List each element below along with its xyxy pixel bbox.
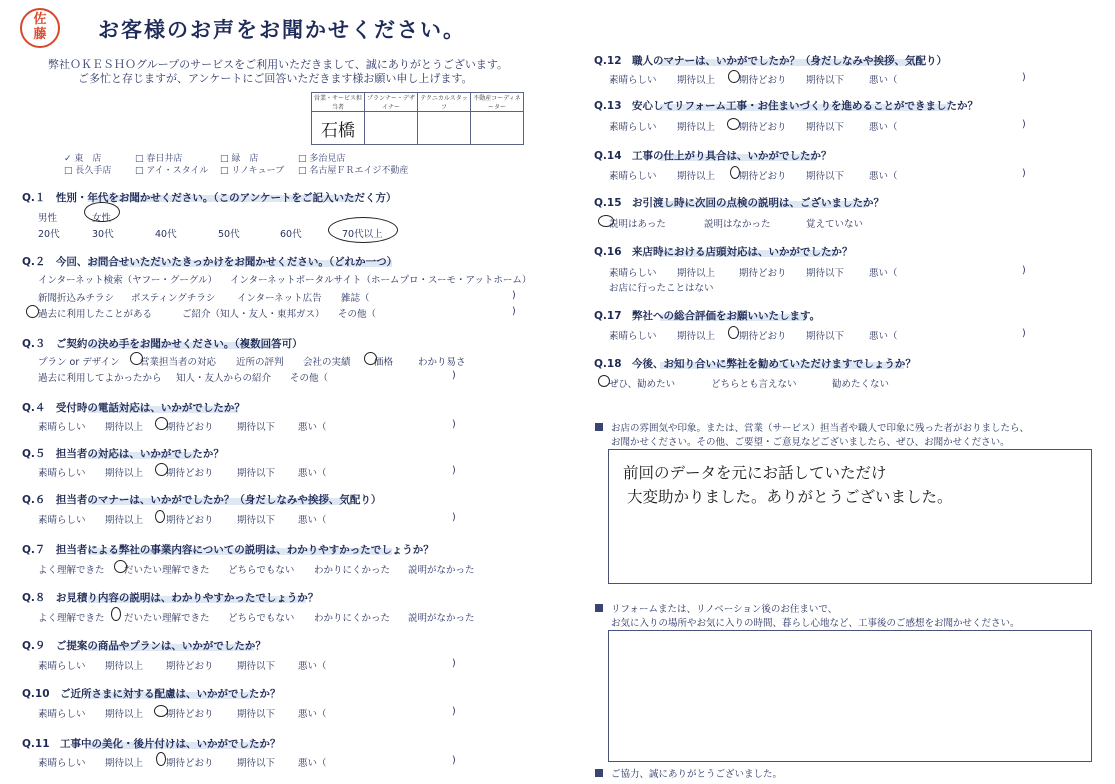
staff-tech-name <box>418 112 471 145</box>
q9-r5[interactable]: 悪い（ <box>298 661 327 672</box>
store-label-istyle: アイ・スタイル <box>146 166 209 176</box>
q4-r5[interactable]: 悪い（ <box>298 422 327 433</box>
q16-r4[interactable]: 期待以下 <box>806 268 845 279</box>
q3-opt-reputation[interactable]: 近所の評判 <box>236 357 284 368</box>
q1-age-60[interactable]: 60代 <box>280 229 302 240</box>
q11-question: Q.11 工事中の美化・後片付けは、いかがでしたか？ <box>22 738 281 750</box>
q13-r1[interactable]: 素晴らしい <box>609 122 657 133</box>
q13-close: ) <box>1022 119 1026 130</box>
q14-r4[interactable]: 期待以下 <box>806 171 845 182</box>
q9-r2[interactable]: 期待以上 <box>105 661 144 672</box>
q3-opt-plan[interactable]: プラン or デザイン <box>38 357 120 368</box>
q9-question: Q.９ ご提案の商品やプランは、いかがでしたか？ <box>22 640 266 652</box>
q5-r2[interactable]: 期待以上 <box>105 468 144 479</box>
footer-bullet <box>595 769 603 777</box>
q1-age-30[interactable]: 30代 <box>92 229 114 240</box>
q3-other-close: ) <box>452 370 456 381</box>
store-checkbox-fr-age[interactable]: □ 名古屋ＦＲエイジ不動産 <box>298 166 409 176</box>
staff-col-realestate: 不動産コーディネーター <box>471 93 524 112</box>
q10-r5[interactable]: 悪い（ <box>298 709 327 720</box>
q1-age-20[interactable]: 20代 <box>38 229 60 240</box>
q15-opt2[interactable]: 説明はなかった <box>704 219 771 230</box>
q16-r3[interactable]: 期待どおり <box>739 268 787 279</box>
comment2-prompt-1: リフォームまたは、リノベーション後のお住まいで、 <box>611 604 838 615</box>
q3-opt-price[interactable]: 価格 <box>374 357 394 368</box>
q6-r3-mark <box>155 510 165 523</box>
q11-r2[interactable]: 期待以上 <box>105 758 144 769</box>
staff-sales-name <box>312 112 365 145</box>
q5-r3[interactable]: 期待どおり <box>166 468 214 479</box>
q2-opt-newspaper[interactable]: 新聞折込みチラシ <box>38 293 115 304</box>
q15-opt3[interactable]: 覚えていない <box>806 219 864 230</box>
page-title: お客様のお声をお聞かせください。 <box>98 18 466 42</box>
store-label-midori: 緑 店 <box>231 154 259 164</box>
q10-r3-mark <box>154 705 168 717</box>
q3-opt-friend[interactable]: 知人・友人からの紹介 <box>176 373 272 384</box>
q9-r3[interactable]: 期待どおり <box>166 661 214 672</box>
q4-r3-mark <box>155 417 168 430</box>
q8-opt5[interactable]: 説明がなかった <box>408 613 475 624</box>
q7-opt4[interactable]: わかりにくかった <box>314 565 391 576</box>
q2-opt-other[interactable]: その他（ <box>338 309 377 320</box>
q13-r2[interactable]: 期待以上 <box>677 122 716 133</box>
q16-close: ) <box>1022 265 1026 276</box>
q17-r4[interactable]: 期待以下 <box>806 331 845 342</box>
q2-other-close: ) <box>512 306 516 317</box>
q16-r1[interactable]: 素晴らしい <box>609 268 657 279</box>
q7-opt3[interactable]: どちらでもない <box>228 565 295 576</box>
q6-close: ) <box>452 512 456 523</box>
q1-female-mark <box>84 202 120 222</box>
q9-r4[interactable]: 期待以下 <box>237 661 276 672</box>
store-checkbox-nagakute[interactable]: □ 長久手店 <box>64 166 112 176</box>
intro-line-2: ご多忙と存じますが、アンケートにご回答いただきます様お願い申し上げます。 <box>78 72 473 85</box>
comment2-bullet <box>595 604 603 612</box>
q16-r2[interactable]: 期待以上 <box>677 268 716 279</box>
q18-opt3[interactable]: 勧めたくない <box>832 379 890 390</box>
q6-r3[interactable]: 期待どおり <box>166 515 214 526</box>
q13-r4[interactable]: 期待以下 <box>806 122 845 133</box>
q3-opt-clarity[interactable]: わかり易さ <box>418 357 466 368</box>
store-checkbox-tajimi[interactable]: □ 多治見店 <box>298 154 346 164</box>
q18-opt1-mark <box>598 375 610 387</box>
q11-r5[interactable]: 悪い（ <box>298 758 327 769</box>
q8-opt3[interactable]: どちらでもない <box>228 613 295 624</box>
q1-age-50[interactable]: 50代 <box>218 229 240 240</box>
staff-col-planner: プランナー・デザイナー <box>365 93 418 112</box>
store-label-fr-age: 名古屋ＦＲエイジ不動産 <box>309 166 409 176</box>
staff-planner-name <box>365 112 418 145</box>
q7-opt5[interactable]: 説明がなかった <box>408 565 475 576</box>
q14-r1[interactable]: 素晴らしい <box>609 171 657 182</box>
store-checkbox-higashi[interactable]: ✓ 東 店 <box>64 154 102 164</box>
q12-r1[interactable]: 素晴らしい <box>609 75 657 86</box>
q12-r5[interactable]: 悪い（ <box>869 75 898 86</box>
q7-opt2[interactable]: だいたい理解できた <box>124 565 210 576</box>
q6-r2[interactable]: 期待以上 <box>105 515 144 526</box>
comment1-prompt-2: お聞かせください。その他、ご要望・ご意見などございましたら、ぜひ、お聞かせください。 <box>611 437 1010 448</box>
q11-close: ) <box>452 755 456 766</box>
q6-r1[interactable]: 素晴らしい <box>38 515 86 526</box>
q15-opt1[interactable]: 説明はあった <box>609 219 666 230</box>
q1-age-70-mark <box>328 217 398 243</box>
q14-r2[interactable]: 期待以上 <box>677 171 716 182</box>
q12-r4[interactable]: 期待以下 <box>806 75 845 86</box>
q16-r5[interactable]: 悪い（ <box>869 268 898 279</box>
q2-past-mark <box>26 305 39 318</box>
q13-r3[interactable]: 期待どおり <box>739 122 787 133</box>
staff-table <box>311 92 524 145</box>
store-checkbox-renocube[interactable]: □ リノキューブ <box>220 166 285 176</box>
q2-opt-webad[interactable]: インターネット広告 <box>237 293 322 304</box>
q8-opt2[interactable]: だいたい理解できた <box>124 613 210 624</box>
q13-r3-mark <box>727 118 740 130</box>
q2-opt-portal[interactable]: インターネットポータルサイト（ホームプロ・スーモ・アットホーム） <box>230 275 532 286</box>
q12-r2[interactable]: 期待以上 <box>677 75 716 86</box>
comment1-handwriting-2: 大変助かりました。ありがとうございました。 <box>627 488 953 506</box>
q7-question: Q.７ 担当者による弊社の事業内容についての説明は、わかりやすかったでしょうか？ <box>22 544 434 556</box>
q8-opt1[interactable]: よく理解できた <box>38 613 105 624</box>
q2-opt-referral[interactable]: ご紹介（知人・友人・東邦ガス） <box>182 309 325 320</box>
comment1-bullet <box>595 423 603 431</box>
store-label-kasugai: 春日井店 <box>146 154 183 164</box>
q2-opt-posting[interactable]: ポスティングチラシ <box>131 293 216 304</box>
q5-close: ) <box>452 465 456 476</box>
q18-question: Q.18 今後、お知り合いに弊社を勧めていただけますでしょうか？ <box>594 358 916 370</box>
q14-r3[interactable]: 期待どおり <box>739 171 787 182</box>
stamp-text: 佐藤 <box>33 12 47 42</box>
store-label-nagakute: 長久手店 <box>75 166 112 176</box>
q2-question: Q.２ 今回、お問合せいただいたきっかけをお聞かせください。（どれか一つ） <box>22 256 398 268</box>
q10-r1[interactable]: 素晴らしい <box>38 709 86 720</box>
q7-opt1[interactable]: よく理解できた <box>38 565 105 576</box>
q4-r3[interactable]: 期待どおり <box>166 422 214 433</box>
q14-r3-mark <box>730 166 740 179</box>
q14-r5[interactable]: 悪い（ <box>869 171 898 182</box>
store-label-renocube: リノキューブ <box>231 166 285 176</box>
q6-r5[interactable]: 悪い（ <box>298 515 327 526</box>
q1-age-40[interactable]: 40代 <box>155 229 177 240</box>
q6-question: Q.６ 担当者のマナーは、いかがでしたか？（身だしなみや挨拶、気配り） <box>22 494 382 506</box>
comment2-prompt-2: お気に入りの場所やお気に入りの時間、暮らし心地など、工事後のご感想をお聞かせください。 <box>611 618 1020 629</box>
q5-r5[interactable]: 悪い（ <box>298 468 327 479</box>
q6-r4[interactable]: 期待以下 <box>237 515 276 526</box>
store-label-tajimi: 多治見店 <box>309 154 346 164</box>
q3-opt-other[interactable]: その他（ <box>290 373 329 384</box>
q3-price-mark <box>364 352 377 365</box>
q11-r1[interactable]: 素晴らしい <box>38 758 86 769</box>
q9-r1[interactable]: 素晴らしい <box>38 661 86 672</box>
q11-r4[interactable]: 期待以下 <box>237 758 276 769</box>
q17-close: ) <box>1022 328 1026 339</box>
intro-line-1: 弊社ＯＫＥＳＨＯグループのサービスをご利用いただきまして、誠にありがとうございます。 <box>48 58 509 71</box>
q17-r2[interactable]: 期待以上 <box>677 331 716 342</box>
q3-opt-track-record[interactable]: 会社の実績 <box>303 357 351 368</box>
q16-question: Q.16 来店時における店頭対応は、いかがでしたか？ <box>594 246 853 258</box>
q18-opt1[interactable]: ぜひ、勧めたい <box>609 379 676 390</box>
q12-close: ) <box>1022 72 1026 83</box>
footer-thanks: ご協力、誠にありがとうございました。 <box>611 769 783 780</box>
store-checkbox-midori[interactable]: □ 緑 店 <box>220 154 259 164</box>
q7-opt2-mark <box>114 560 127 573</box>
q12-r3-mark <box>728 70 740 83</box>
q4-r2[interactable]: 期待以上 <box>105 422 144 433</box>
q5-r4[interactable]: 期待以下 <box>237 468 276 479</box>
q5-r3-mark <box>155 463 168 476</box>
q11-r3[interactable]: 期待どおり <box>166 758 214 769</box>
q17-r3-mark <box>728 326 739 339</box>
q9-close: ) <box>452 658 456 669</box>
q3-question: Q.３ ご契約の決め手をお聞かせください。（複数回答可） <box>22 338 303 350</box>
q4-r1[interactable]: 素晴らしい <box>38 422 86 433</box>
q10-close: ) <box>452 706 456 717</box>
q14-question: Q.14 工事の仕上がり具合は、いかがでしたか？ <box>594 150 832 162</box>
q5-r1[interactable]: 素晴らしい <box>38 468 86 479</box>
comment1-prompt-1: お店の雰囲気や印象。または、営業（サービス）担当者や職人で印象に残った者がおりましたら、 <box>611 423 1030 434</box>
q13-r5[interactable]: 悪い（ <box>869 122 898 133</box>
q12-r3[interactable]: 期待どおり <box>739 75 787 86</box>
q13-question: Q.13 安心してリフォーム工事・お住まいづくりを進めることができましたか？ <box>594 100 979 112</box>
q2-magazine-close: ) <box>512 290 516 301</box>
staff-sales-handwriting: 石橋 <box>321 120 355 141</box>
comment2-textarea[interactable] <box>608 630 1092 762</box>
q1-female[interactable]: 女性 <box>92 213 112 224</box>
comment1-handwriting-1: 前回のデータを元にお話していただけ <box>623 464 887 482</box>
store-checkbox-istyle[interactable]: □ アイ・スタイル <box>135 166 209 176</box>
q11-r3-mark <box>156 752 166 766</box>
q10-question: Q.10 ご近所さまに対する配慮は、いかがでしたか？ <box>22 688 281 700</box>
q15-question: Q.15 お引渡し時に次回の点検の説明は、ございましたか？ <box>594 197 885 209</box>
comment1-textarea[interactable] <box>608 449 1092 584</box>
q10-r4[interactable]: 期待以下 <box>237 709 276 720</box>
q1-age-70[interactable]: 70代以上 <box>342 229 383 240</box>
q2-opt-past[interactable]: 過去に利用したことがある <box>38 309 153 320</box>
q3-opt-sales-rep[interactable]: 営業担当者の対応 <box>140 357 217 368</box>
q4-r4[interactable]: 期待以下 <box>237 422 276 433</box>
q2-opt-search[interactable]: インターネット検索（ヤフー・グーグル） <box>38 275 218 286</box>
staff-col-tech: テクニカルスタッフ <box>418 93 471 112</box>
q12-question: Q.12 職人のマナーは、いかがでしたか？（身だしなみや挨拶、気配り） <box>594 55 948 67</box>
q17-r1[interactable]: 素晴らしい <box>609 331 657 342</box>
q17-r5[interactable]: 悪い（ <box>869 331 898 342</box>
q17-r3[interactable]: 期待どおり <box>739 331 787 342</box>
q18-opt2[interactable]: どちらとも言えない <box>711 379 797 390</box>
q16-opt-never-visited[interactable]: お店に行ったことはない <box>609 283 714 294</box>
q14-close: ) <box>1022 168 1026 179</box>
q10-r3[interactable]: 期待どおり <box>166 709 214 720</box>
q4-close: ) <box>452 419 456 430</box>
q10-r2[interactable]: 期待以上 <box>105 709 144 720</box>
q1-question: Q.１ 性別・年代をお聞かせください。（このアンケートをご記入いただく方） <box>22 192 397 204</box>
staff-col-sales: 営業・サービス担当者 <box>312 93 365 112</box>
store-label-higashi: 東 店 <box>74 154 102 164</box>
q8-opt4[interactable]: わかりにくかった <box>314 613 391 624</box>
q5-question: Q.５ 担当者の対応は、いかがでしたか？ <box>22 448 224 460</box>
store-checkbox-kasugai[interactable]: □ 春日井店 <box>135 154 183 164</box>
hanko-stamp <box>20 8 60 48</box>
q2-opt-magazine[interactable]: 雑誌（ <box>341 293 370 304</box>
q17-question: Q.17 弊社への総合評価をお願いいたします。 <box>594 310 821 322</box>
q15-opt1-mark <box>598 215 614 227</box>
q1-male[interactable]: 男性 <box>38 213 58 224</box>
q4-question: Q.４ 受付時の電話対応は、いかがでしたか？ <box>22 402 245 414</box>
q3-opt-past-good[interactable]: 過去に利用してよかったから <box>38 373 162 384</box>
q8-opt2-mark <box>111 607 121 621</box>
q3-sales-rep-mark <box>130 352 143 365</box>
q8-question: Q.８ お見積り内容の説明は、わかりやすかったでしょうか？ <box>22 592 319 604</box>
staff-realestate-name <box>471 112 524 145</box>
